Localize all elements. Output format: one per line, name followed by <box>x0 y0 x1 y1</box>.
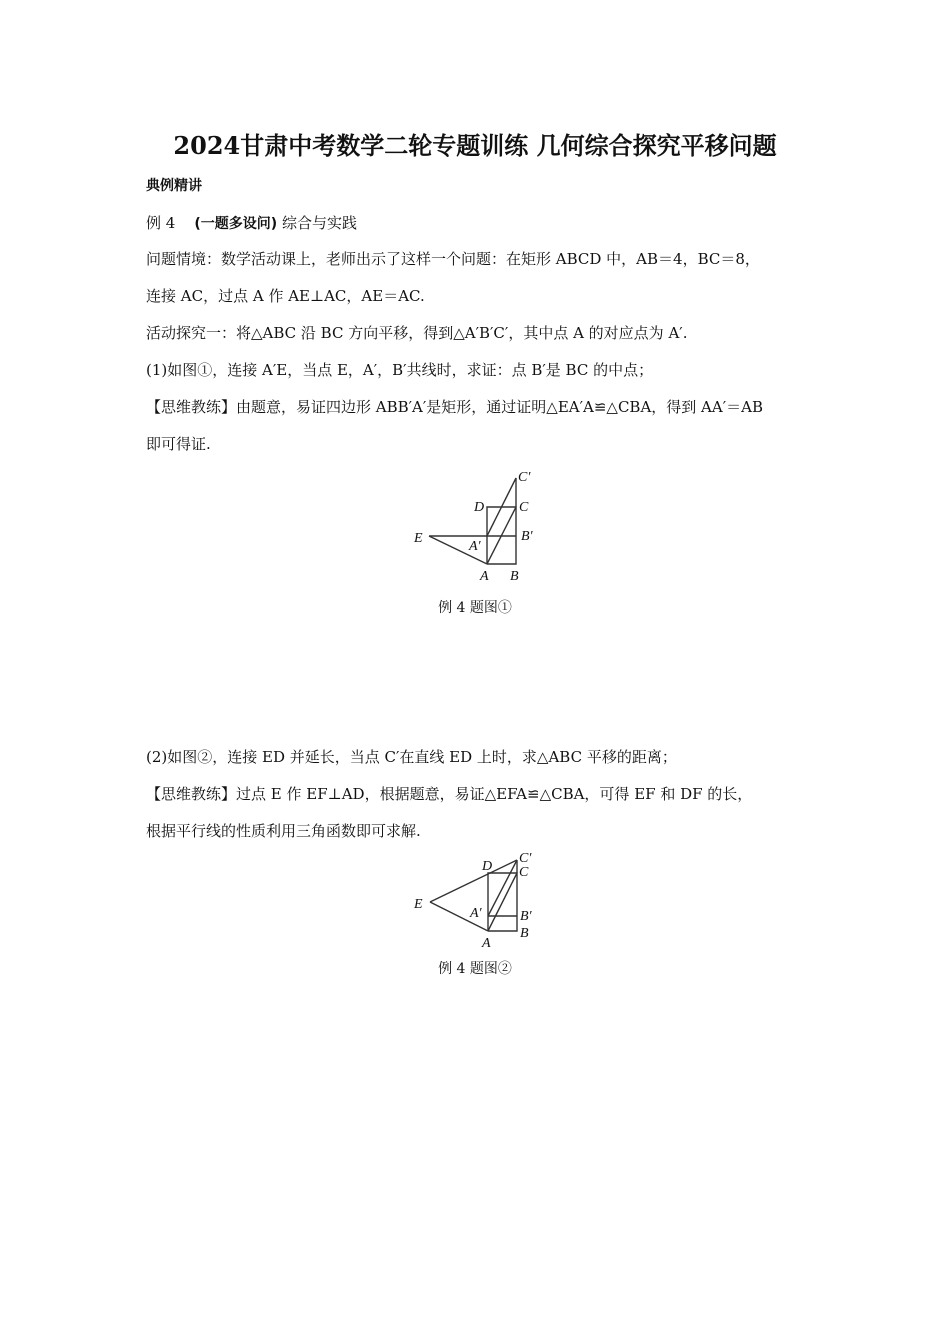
fig2-label-B1: B′ <box>520 909 532 924</box>
fig2-label-A1: A′ <box>470 906 482 921</box>
activity-one: 活动探究一：将△ABC 沿 BC 方向平移，得到△A′B′C′，其中点 A 的对应点为 A′. <box>146 324 688 342</box>
fig1-label-B1: B′ <box>521 529 533 544</box>
example-topic: 综合与实践 <box>281 214 357 232</box>
document-title: 2024甘肃中考数学二轮专题训练 几何综合探究平移问题 <box>173 131 777 160</box>
part1-question: (1)如图①，连接 A′E，当点 E，A′，B′共线时，求证：点 B′是 BC 的中点； <box>146 361 654 379</box>
fig1-label-A1: A′ <box>469 539 481 554</box>
part2-hint-line1: 【思维教练】过点 E 作 EF⊥AD，根据题意，易证△EFA≌△CBA，可得 EF 和 DF 的长， <box>146 785 753 803</box>
fig2-label-B: B <box>520 926 529 941</box>
fig2-label-C1: C′ <box>519 851 532 866</box>
fig1-label-E: E <box>414 531 423 546</box>
fig2-label-D: D <box>482 859 493 874</box>
part1-hint-line2: 即可得证. <box>146 435 211 453</box>
fig1-label-A: A <box>480 569 489 584</box>
fig1-label-C: C <box>519 500 529 515</box>
fig2-label-E: E <box>414 897 423 912</box>
fig1-label-D: D <box>474 500 485 515</box>
fig1-label-C1: C′ <box>518 470 531 485</box>
example-tag: (一题多设问) <box>194 216 278 232</box>
section-heading: 典例精讲 <box>146 178 202 194</box>
fig2-label-A: A <box>482 936 491 951</box>
part1-hint-line1: 【思维教练】由题意，易证四边形 ABB′A′是矩形，通过证明△EA′A≌△CBA，得到 AA′＝AB <box>146 398 763 416</box>
part2-question: (2)如图②，连接 ED 并延长，当点 C′在直线 ED 上时，求△ABC 平移的距离； <box>146 748 677 766</box>
problem-context-line1: 问题情境：数学活动课上，老师出示了这样一个问题：在矩形 ABCD 中，AB＝4，BC＝8， <box>146 250 760 268</box>
part2-hint-line2: 根据平行线的性质利用三角函数即可求解. <box>146 822 421 840</box>
problem-context-line2: 连接 AC，过点 A 作 AE⊥AC，AE＝AC. <box>146 287 425 305</box>
fig1-label-B: B <box>510 569 519 584</box>
fig2-label-C: C <box>519 865 529 880</box>
figure1-caption: 例 4 题图① <box>438 600 512 616</box>
figure2-caption: 例 4 题图② <box>438 961 512 977</box>
example-label: 例 4 <box>146 214 176 232</box>
